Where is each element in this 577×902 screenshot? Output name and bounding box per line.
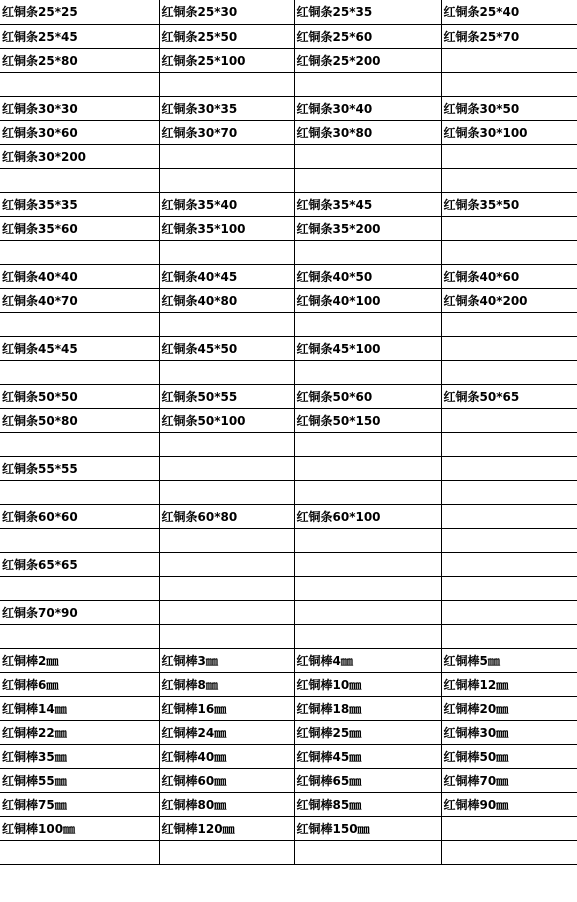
table-cell: 红铜条65*65 <box>0 552 159 576</box>
table-cell: 红铜条25*35 <box>294 0 441 24</box>
table-row <box>0 408 577 432</box>
table-cell: 红铜棒85㎜ <box>294 792 441 816</box>
table-cell: 红铜棒80㎜ <box>159 792 294 816</box>
table-cell: 红铜条25*200 <box>294 48 441 72</box>
table-cell <box>159 840 294 864</box>
table-cell: 红铜条25*50 <box>159 24 294 48</box>
table-cell: 红铜棒55㎜ <box>0 768 159 792</box>
table-cell: 红铜棒30㎜ <box>441 720 577 744</box>
table-cell: 红铜条35*100 <box>159 216 294 240</box>
table-row <box>0 552 577 576</box>
table-cell <box>294 72 441 96</box>
table-cell <box>441 312 577 336</box>
table-row <box>0 360 577 384</box>
table-cell <box>159 528 294 552</box>
table-row <box>0 72 577 96</box>
table-cell <box>441 456 577 480</box>
table-row <box>0 96 577 120</box>
table-cell <box>441 72 577 96</box>
table-row <box>0 264 577 288</box>
table-row <box>0 744 577 768</box>
table-cell <box>0 576 159 600</box>
table-cell: 红铜棒20㎜ <box>441 696 577 720</box>
table-cell <box>294 840 441 864</box>
table-cell <box>441 168 577 192</box>
table-cell <box>294 480 441 504</box>
table-row <box>0 168 577 192</box>
table-cell <box>159 624 294 648</box>
table-row <box>0 456 577 480</box>
table-cell <box>441 336 577 360</box>
table-row <box>0 240 577 264</box>
table-row <box>0 144 577 168</box>
table-cell <box>441 480 577 504</box>
table-cell: 红铜棒40㎜ <box>159 744 294 768</box>
table-cell: 红铜条60*100 <box>294 504 441 528</box>
table-cell <box>159 360 294 384</box>
table-cell: 红铜棒22㎜ <box>0 720 159 744</box>
table-cell: 红铜条60*80 <box>159 504 294 528</box>
table-cell: 红铜棒120㎜ <box>159 816 294 840</box>
table-cell: 红铜条40*60 <box>441 264 577 288</box>
table-cell: 红铜棒6㎜ <box>0 672 159 696</box>
table-cell: 红铜条35*45 <box>294 192 441 216</box>
table-cell: 红铜棒24㎜ <box>159 720 294 744</box>
table-cell: 红铜条50*65 <box>441 384 577 408</box>
table-cell: 红铜棒45㎜ <box>294 744 441 768</box>
table-cell <box>159 72 294 96</box>
table-cell <box>294 432 441 456</box>
table-cell <box>0 240 159 264</box>
table-cell: 红铜棒12㎜ <box>441 672 577 696</box>
table-cell <box>294 552 441 576</box>
table-row <box>0 312 577 336</box>
table-cell: 红铜条40*70 <box>0 288 159 312</box>
table-row <box>0 480 577 504</box>
table-cell: 红铜棒25㎜ <box>294 720 441 744</box>
table-cell: 红铜条45*100 <box>294 336 441 360</box>
table-cell <box>159 600 294 624</box>
table-row <box>0 0 577 24</box>
table-cell <box>294 144 441 168</box>
table-cell <box>294 624 441 648</box>
table-row <box>0 528 577 552</box>
table-cell: 红铜条35*60 <box>0 216 159 240</box>
table-cell: 红铜条50*60 <box>294 384 441 408</box>
table-cell: 红铜条35*40 <box>159 192 294 216</box>
table-cell <box>159 144 294 168</box>
table-row <box>0 504 577 528</box>
table-row <box>0 648 577 672</box>
table-cell: 红铜棒60㎜ <box>159 768 294 792</box>
table-cell: 红铜条30*50 <box>441 96 577 120</box>
table-cell: 红铜条35*200 <box>294 216 441 240</box>
table-cell <box>0 624 159 648</box>
table-row <box>0 432 577 456</box>
table-cell: 红铜条70*90 <box>0 600 159 624</box>
table-cell: 红铜棒14㎜ <box>0 696 159 720</box>
table-row <box>0 48 577 72</box>
table-cell <box>441 216 577 240</box>
table-cell <box>159 480 294 504</box>
table-cell <box>0 528 159 552</box>
table-row <box>0 624 577 648</box>
table-cell: 红铜棒16㎜ <box>159 696 294 720</box>
table-cell <box>294 576 441 600</box>
table-cell <box>441 528 577 552</box>
table-row <box>0 672 577 696</box>
table-cell <box>159 168 294 192</box>
table-row <box>0 336 577 360</box>
table-row <box>0 24 577 48</box>
table-cell <box>0 840 159 864</box>
table-cell <box>294 528 441 552</box>
table-cell <box>441 504 577 528</box>
table-cell <box>0 432 159 456</box>
table-row <box>0 384 577 408</box>
table-cell <box>441 600 577 624</box>
table-cell: 红铜条50*50 <box>0 384 159 408</box>
table-cell <box>294 240 441 264</box>
table-cell: 红铜棒75㎜ <box>0 792 159 816</box>
table-cell: 红铜棒3㎜ <box>159 648 294 672</box>
table-cell <box>441 360 577 384</box>
table-cell <box>159 576 294 600</box>
table-cell: 红铜棒2㎜ <box>0 648 159 672</box>
table-cell <box>441 552 577 576</box>
table-cell: 红铜棒10㎜ <box>294 672 441 696</box>
table-cell: 红铜棒35㎜ <box>0 744 159 768</box>
table-cell <box>441 576 577 600</box>
table-cell <box>159 240 294 264</box>
table-row <box>0 216 577 240</box>
table-cell: 红铜条50*80 <box>0 408 159 432</box>
table-cell: 红铜条50*55 <box>159 384 294 408</box>
table-cell: 红铜棒100㎜ <box>0 816 159 840</box>
table-cell: 红铜条25*25 <box>0 0 159 24</box>
table-cell: 红铜条30*70 <box>159 120 294 144</box>
table-cell <box>0 312 159 336</box>
table-cell: 红铜条25*70 <box>441 24 577 48</box>
table-cell <box>159 312 294 336</box>
table-cell: 红铜条55*55 <box>0 456 159 480</box>
table-row <box>0 576 577 600</box>
table-cell: 红铜条40*45 <box>159 264 294 288</box>
table-row <box>0 600 577 624</box>
table-cell <box>294 312 441 336</box>
table-cell: 红铜条30*200 <box>0 144 159 168</box>
table-cell <box>0 168 159 192</box>
table-cell: 红铜条50*100 <box>159 408 294 432</box>
table-cell <box>0 480 159 504</box>
table-cell <box>441 432 577 456</box>
table-cell: 红铜棒90㎜ <box>441 792 577 816</box>
table-cell <box>159 552 294 576</box>
table-cell: 红铜条30*40 <box>294 96 441 120</box>
table-cell: 红铜条25*30 <box>159 0 294 24</box>
table-cell: 红铜条40*80 <box>159 288 294 312</box>
table-cell: 红铜条30*35 <box>159 96 294 120</box>
table-cell: 红铜条45*50 <box>159 336 294 360</box>
table-cell <box>0 360 159 384</box>
table-cell: 红铜棒150㎜ <box>294 816 441 840</box>
table-cell <box>294 456 441 480</box>
table-cell <box>441 144 577 168</box>
table-cell: 红铜条45*45 <box>0 336 159 360</box>
table-row <box>0 768 577 792</box>
table-cell <box>159 456 294 480</box>
table-row <box>0 288 577 312</box>
table-cell <box>441 840 577 864</box>
table-cell: 红铜条30*100 <box>441 120 577 144</box>
table-cell <box>294 600 441 624</box>
table-cell: 红铜棒65㎜ <box>294 768 441 792</box>
table-row <box>0 840 577 864</box>
table-cell <box>441 624 577 648</box>
table-cell <box>159 432 294 456</box>
table-cell: 红铜条60*60 <box>0 504 159 528</box>
table-cell: 红铜棒4㎜ <box>294 648 441 672</box>
table-cell <box>294 360 441 384</box>
table-cell: 红铜条25*40 <box>441 0 577 24</box>
table-cell: 红铜条30*80 <box>294 120 441 144</box>
table-row <box>0 192 577 216</box>
table-cell: 红铜条25*45 <box>0 24 159 48</box>
table-cell: 红铜棒5㎜ <box>441 648 577 672</box>
table-cell: 红铜条25*60 <box>294 24 441 48</box>
table-cell: 红铜条40*200 <box>441 288 577 312</box>
table-cell: 红铜条35*50 <box>441 192 577 216</box>
table-cell <box>441 240 577 264</box>
table-cell <box>441 408 577 432</box>
table-cell: 红铜棒18㎜ <box>294 696 441 720</box>
table-cell <box>441 48 577 72</box>
table-cell: 红铜条40*40 <box>0 264 159 288</box>
table-cell: 红铜条50*150 <box>294 408 441 432</box>
table-cell: 红铜棒70㎜ <box>441 768 577 792</box>
table-cell: 红铜条40*50 <box>294 264 441 288</box>
table-cell <box>441 816 577 840</box>
table-row <box>0 696 577 720</box>
table-cell: 红铜条30*30 <box>0 96 159 120</box>
table-cell: 红铜条25*80 <box>0 48 159 72</box>
table-cell: 红铜条40*100 <box>294 288 441 312</box>
table-cell <box>0 72 159 96</box>
table-row <box>0 792 577 816</box>
table-row <box>0 816 577 840</box>
table-cell <box>294 168 441 192</box>
table-cell: 红铜条35*35 <box>0 192 159 216</box>
table-row <box>0 720 577 744</box>
table-cell: 红铜条30*60 <box>0 120 159 144</box>
table-row <box>0 120 577 144</box>
table-cell: 红铜棒50㎜ <box>441 744 577 768</box>
table-cell: 红铜棒8㎜ <box>159 672 294 696</box>
table-cell: 红铜条25*100 <box>159 48 294 72</box>
